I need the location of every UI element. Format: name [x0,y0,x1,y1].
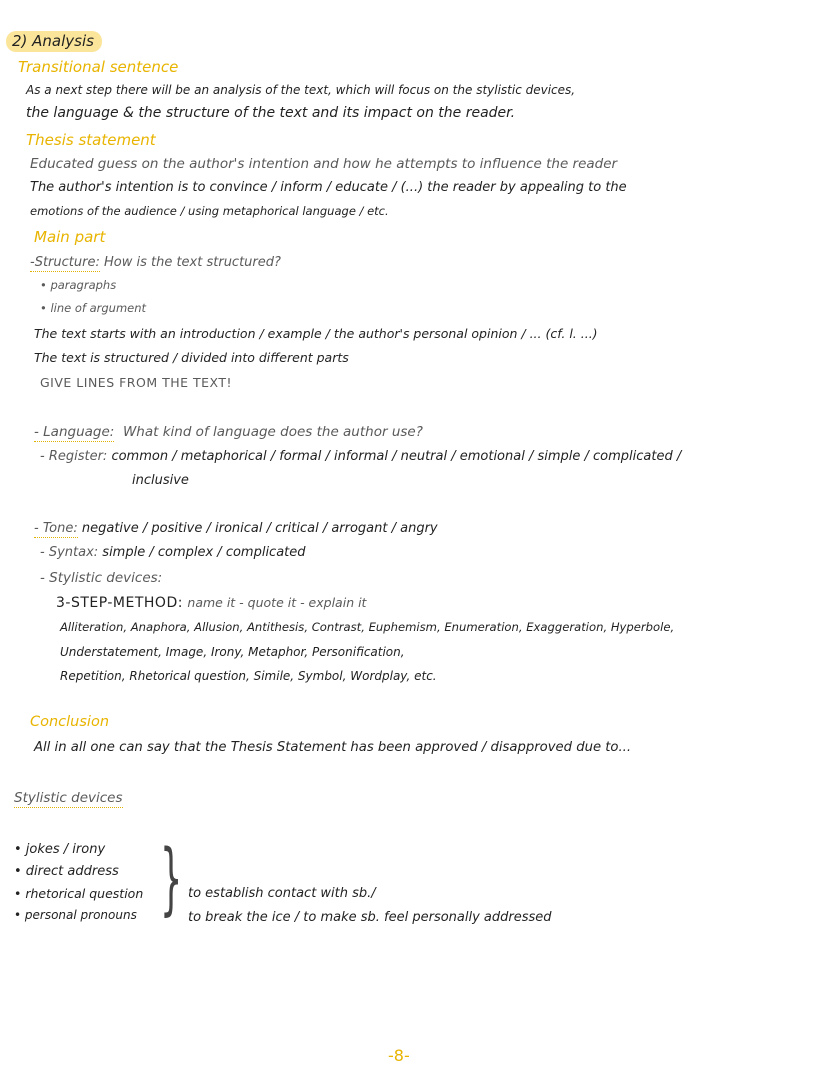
tone-line [34,521,438,537]
syntax-label: - Syntax: [40,545,99,560]
language-line [34,424,423,440]
thesis-line-1: Educated guess on the author's intention and how he attempts to influence the reader [30,156,618,172]
syntax-line [40,545,306,561]
main-part-heading: Main part [34,228,106,246]
structure-line [30,255,281,271]
method-line [56,595,366,612]
language-question: What kind of language does the author use? [122,424,423,440]
syntax-values: simple / complex / complicated [102,545,306,560]
conclusion-text: All in all one can say that the Thesis Statement has been approved / disapproved due to... [34,740,632,755]
devices-line-3: Repetition, Rhetorical question, Simile, Symbol, Wordplay, etc. [60,669,437,683]
structure-label: -Structure: [30,255,100,270]
thesis-line-2: The author's intention is to convince / inform / educate / (...) the reader by appealing to the [30,180,627,195]
devices-line-2: Understatement, Image, Irony, Metaphor, Personification, [60,645,405,659]
register-label: - Register: [40,449,108,464]
method-steps: name it - quote it - explain it [187,595,367,610]
stylistic-devices-heading: Stylistic devices [14,790,123,806]
effect-line-1: to establish contact with sb./ [188,886,376,901]
register-values: common / metaphorical / formal / informal / neutral / emotional / simple / complicated / [111,449,682,464]
tone-label: - Tone: [34,521,78,536]
devices-line-1: Alliteration, Anaphora, Allusion, Antithesis, Contrast, Euphemism, Enumeration, Exaggeration, Hyperbole, [60,620,675,634]
structure-question: How is the text structured? [103,255,281,270]
structure-sentence-1: The text starts with an introduction / example / the author's personal opinion / ... (cf. l. ...) [34,326,598,341]
effect-line-2: to break the ice / to make sb. feel personally addressed [188,910,552,925]
language-label: - Language: [34,424,115,440]
structure-sentence-2: The text is structured / divided into different parts [34,350,349,365]
transitional-heading: Transitional sentence [18,58,179,76]
conclusion-heading: Conclusion [30,714,110,730]
register-line [40,449,681,465]
list-item-jokes: • jokes / irony [14,842,106,857]
method-label: 3-STEP-METHOD: [56,595,183,611]
thesis-heading: Thesis statement [26,131,156,149]
list-item-personal-pronouns: • personal pronouns [14,908,137,922]
stylistic-devices-label: - Stylistic devices: [40,570,163,586]
register-values-cont: inclusive [132,473,189,488]
analysis-heading: 2) Analysis [6,32,102,50]
list-item-rhetorical-question: • rhetorical question [14,886,144,901]
transitional-line-1: As a next step there will be an analysis of the text, which will focus on the stylistic devices, [26,83,576,97]
thesis-line-3: emotions of the audience / using metaphorical language / etc. [30,204,389,218]
bullet-line-of-argument: • line of argument [40,301,147,315]
bullet-paragraphs: • paragraphs [40,278,117,292]
list-item-direct-address: • direct address [14,864,119,879]
page-number: -8- [388,1046,410,1065]
give-lines-note: GIVE LINES FROM THE TEXT! [40,375,233,390]
transitional-line-2: the language & the structure of the text and its impact on the reader. [26,105,516,121]
tone-values: negative / positive / ironical / critical / arrogant / angry [81,521,438,536]
curly-brace: } [160,834,183,924]
